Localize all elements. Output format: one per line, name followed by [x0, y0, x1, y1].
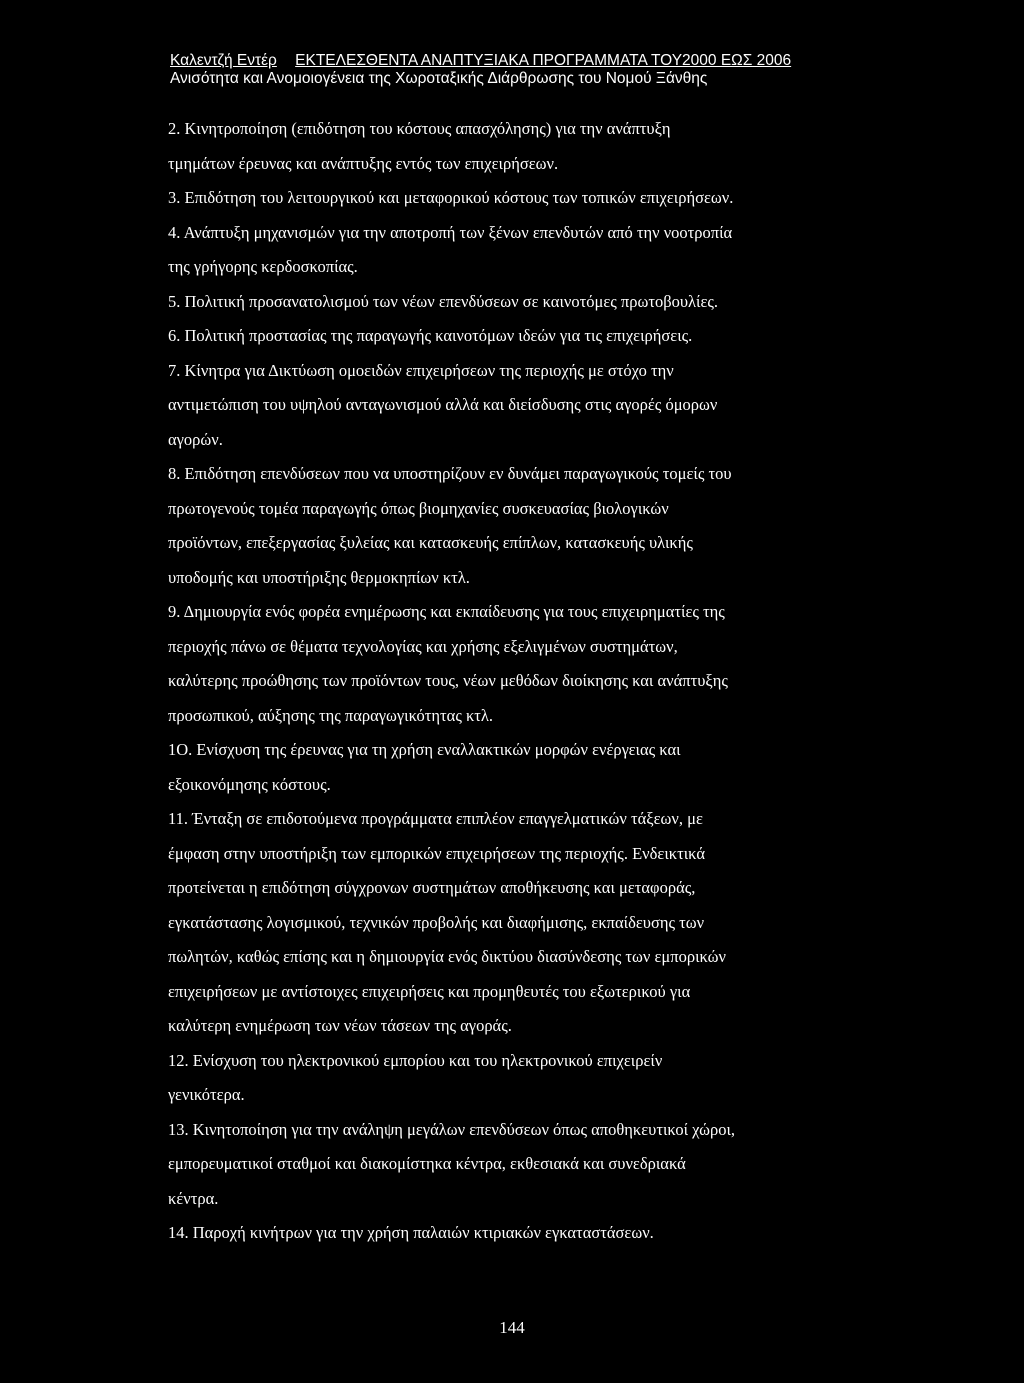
list-item	[168, 802, 868, 1044]
text-line: επιχειρήσεων με αντίστοιχες επιχειρήσεις και προμηθευτές του εξωτερικού για	[168, 981, 691, 1001]
text-line: πωλητών, καθώς επίσης και η δημιουργία ενός δικτύου διασύνδεσης των εμπορικών	[168, 947, 727, 966]
text-line: 6. Πολιτική προστασίας της παραγωγής καινοτόμων ιδεών για τις επιχειρήσεις.	[168, 326, 693, 345]
header-top-line	[170, 52, 870, 70]
list-item	[168, 285, 868, 320]
text-line: 8. Επιδότηση επενδύσεων που να υποστηρίζουν εν δυνάμει παραγωγικούς τομείς του	[168, 464, 732, 483]
page-header	[170, 52, 870, 88]
text-line: γενικότερα.	[168, 1085, 245, 1104]
text-line: 14. Παροχή κινήτρων για την χρήση παλαιών κτιριακών εγκαταστάσεων.	[168, 1223, 654, 1242]
text-line: περιοχής πάνω σε θέματα τεχνολογίας και χρήσης εξελιγμένων συστημάτων,	[168, 636, 678, 656]
list-item	[168, 457, 868, 595]
header-title: ΕΚΤΕΛΕΣΘΕΝΤΑ ΑΝΑΠΤΥΞΙΑΚΑ ΠΡΟΓΡΑΜΜΑΤΑ ΤΟΥ2000 ΕΩΣ 2006	[295, 52, 792, 69]
text-line: πρωτογενούς τομέα παραγωγής όπως βιομηχανίες συσκευασίας βιολογικών	[168, 498, 669, 518]
text-line: καλύτερη ενημέρωση των νέων τάσεων της αγοράς.	[168, 1016, 512, 1035]
list-item	[168, 216, 868, 285]
text-line: υποδομής και υποστήριξης θερμοκηπίων κτλ.	[168, 567, 470, 587]
text-line: 3. Επιδότηση του λειτουργικού και μεταφορικού κόστους των τοπικών επιχειρήσεων.	[168, 188, 734, 207]
list-item	[168, 112, 868, 181]
list-item	[168, 1216, 868, 1251]
text-line: κέντρα.	[168, 1188, 219, 1208]
text-line: 5. Πολιτική προσανατολισμού των νέων επενδύσεων σε καινοτόμες πρωτοβουλίες.	[168, 291, 719, 311]
text-line: εμπορευματικοί σταθμοί και διακομίστηκα κέντρα, εκθεσιακά και συνεδριακά	[168, 1154, 686, 1173]
text-line: προϊόντων, επεξεργασίας ξυλείας και κατασκευής επίπλων, κατασκευής υλικής	[168, 533, 693, 552]
text-line: εγκατάστασης λογισμικού, τεχνικών προβολής και διαφήμισης, εκπαίδευσης των	[168, 912, 705, 932]
text-line: 2. Κινητροποίηση (επιδότηση του κόστους απασχόλησης) για την ανάπτυξη	[168, 119, 671, 138]
list-item	[168, 354, 868, 458]
text-line: της γρήγορης κερδοσκοπίας.	[168, 257, 358, 276]
list-item	[168, 733, 868, 802]
document-body	[168, 112, 868, 1251]
list-item	[168, 595, 868, 733]
text-line: 4. Ανάπτυξη μηχανισμών για την αποτροπή των ξένων επενδυτών από την νοοτροπία	[168, 222, 733, 242]
text-line: αγορών.	[168, 429, 223, 449]
header-subtitle: Ανισότητα και Ανομοιογένεια της Χωροταξικής Διάρθρωσης του Νομού Ξάνθης	[170, 70, 708, 87]
text-line: 1Ο. Ενίσχυση της έρευνας για τη χρήση εναλλακτικών μορφών ενέργειας και	[168, 740, 681, 759]
page-number: 144	[499, 1318, 525, 1337]
text-line: 12. Ενίσχυση του ηλεκτρονικού εμπορίου και του ηλεκτρονικού επιχειρείν	[168, 1050, 663, 1070]
text-line: καλύτερης προώθησης των προϊόντων τους, νέων μεθόδων διοίκησης και ανάπτυξης	[168, 671, 728, 690]
text-line: 7. Κίνητρα για Δικτύωση ομοειδών επιχειρήσεων της περιοχής με στόχο την	[168, 360, 674, 380]
list-item	[168, 1113, 868, 1217]
text-line: 11. Ένταξη σε επιδοτούμενα προγράμματα επιπλέον επαγγελματικών τάξεων, με	[168, 809, 703, 828]
text-line: 9. Δημιουργία ενός φορέα ενημέρωσης και εκπαίδευσης για τους επιχειρηματίες της	[168, 602, 725, 621]
text-line: αντιμετώπιση του υψηλού ανταγωνισμού αλλά και διείσδυσης στις αγορές όμορων	[168, 395, 718, 414]
text-line: τμημάτων έρευνας και ανάπτυξης εντός των επιχειρήσεων.	[168, 153, 559, 173]
text-line: προτείνεται η επιδότηση σύγχρονων συστημάτων αποθήκευσης και μεταφοράς,	[168, 878, 696, 897]
text-line: προσωπικού, αύξησης της παραγωγικότητας κτλ.	[168, 705, 494, 725]
list-item	[168, 319, 868, 354]
text-line: 13. Κινητοποίηση για την ανάληψη μεγάλων επενδύσεων όπως αποθηκευτικοί χώροι,	[168, 1119, 736, 1139]
header-author: Καλεντζή Εντέρ	[170, 52, 277, 69]
list-item	[168, 181, 868, 216]
text-line: έμφαση στην υποστήριξη των εμπορικών επιχειρήσεων της περιοχής. Ενδεικτικά	[168, 843, 705, 863]
list-item	[168, 1044, 868, 1113]
text-line: εξοικονόμησης κόστους.	[168, 774, 331, 794]
